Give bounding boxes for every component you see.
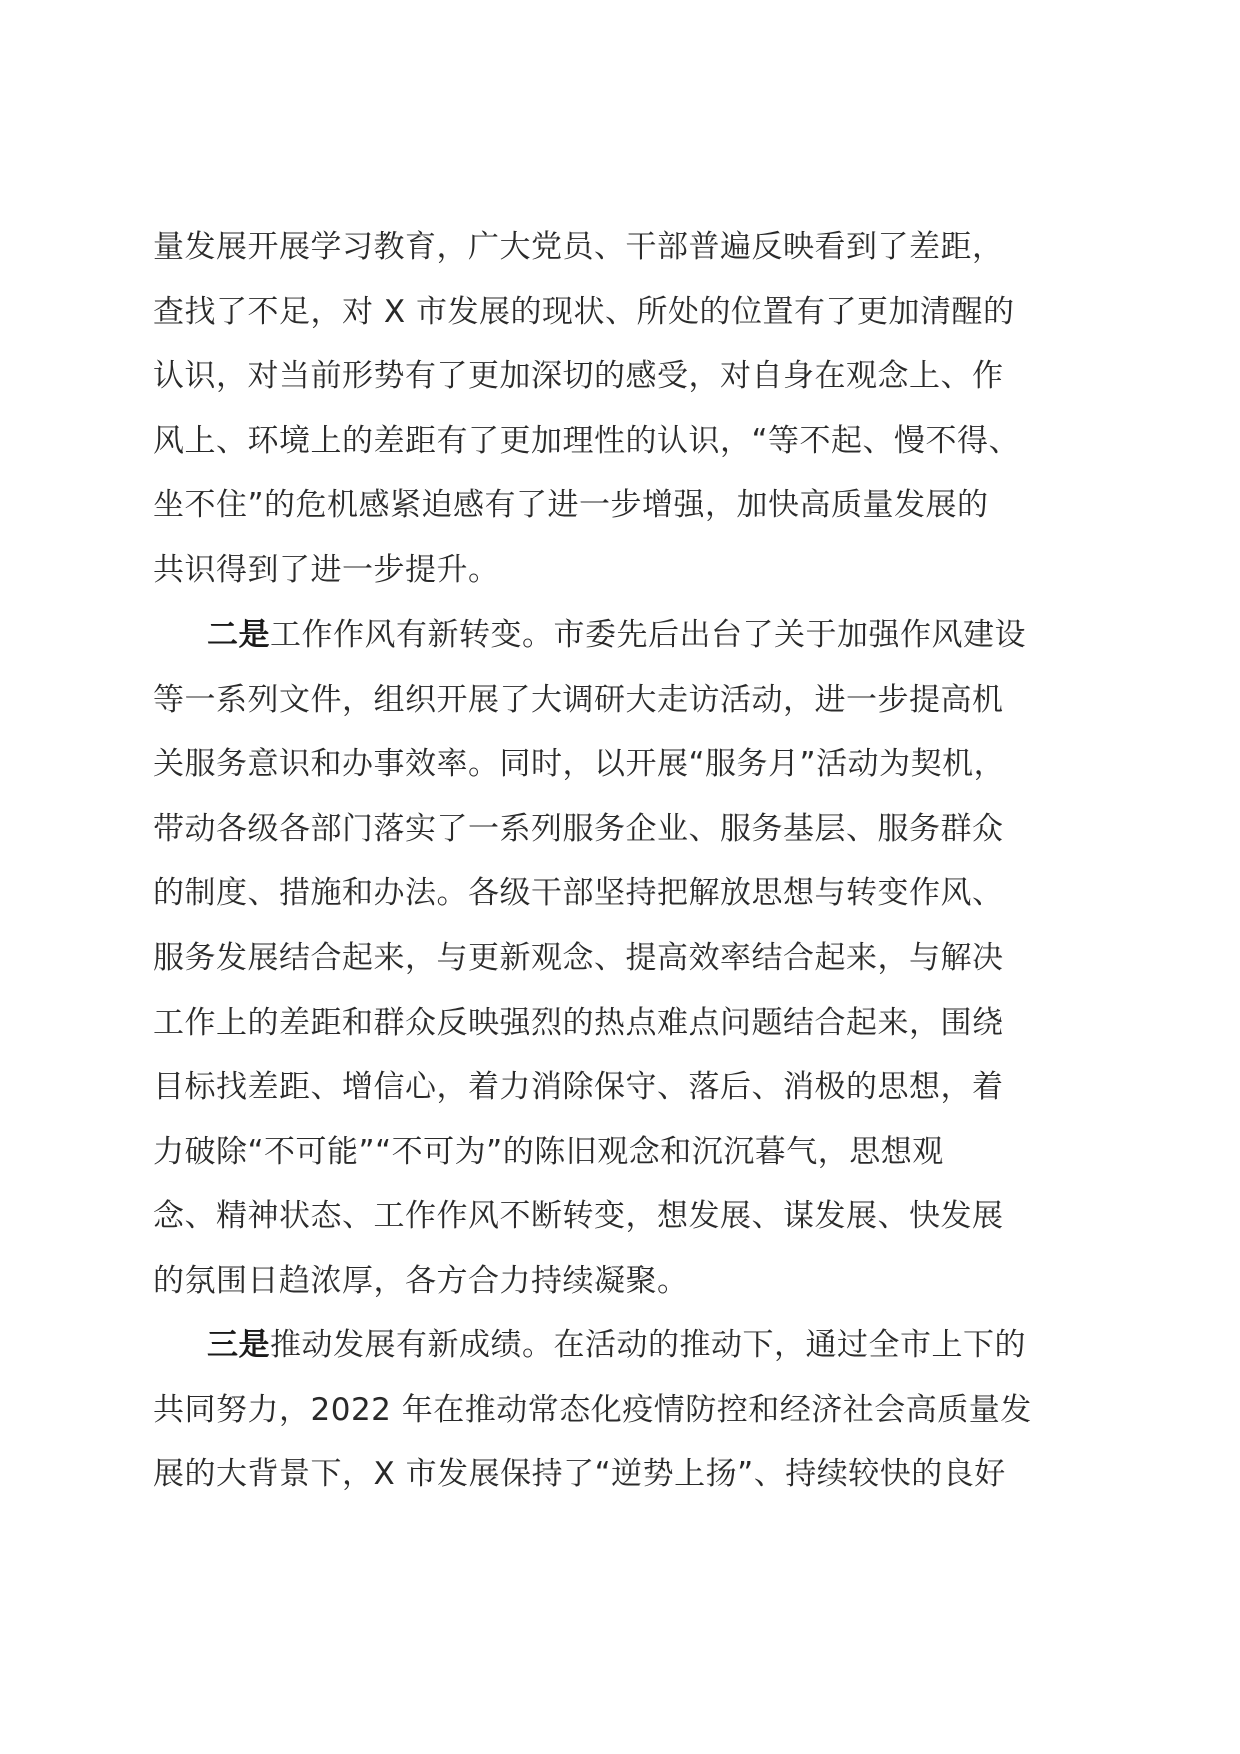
text-line: 查找了不足，对 X 市发展的现状、所处的位置有了更加清醒的	[153, 293, 1015, 330]
text-line: 共同努力，2022 年在推动常态化疫情防控和经济社会高质量发	[153, 1391, 1032, 1428]
text-line: 关服务意识和办事效率。同时，以开展“服务月”活动为契机，	[153, 746, 1006, 783]
text-line-first	[153, 1313, 1113, 1378]
text-line: 量发展开展学习教育，广大党员、干部普遍反映看到了差距，	[153, 229, 1004, 265]
text-line-rest: 工作作风有新转变。市委先后出台了关于加强作风建设	[270, 617, 1026, 653]
text-line: 坐不住”的危机感紧迫感有了进一步增强，加快高质量发展的	[153, 487, 989, 524]
text-line: 等一系列文件，组织开展了大调研大走访活动，进一步提高机	[153, 681, 1004, 718]
text-line: 带动各级各部门落实了一系列服务企业、服务基层、服务群众	[153, 810, 1004, 847]
text-line: 的氛围日趋浓厚，各方合力持续凝聚。	[153, 1262, 689, 1299]
text-line: 展的大背景下，X 市发展保持了“逆势上扬”、持续较快的良好	[153, 1456, 1006, 1493]
paragraph-2	[153, 603, 1113, 1314]
text-line: 共识得到了进一步提升。	[153, 551, 500, 588]
text-line: 认识，对当前形势有了更加深切的感受，对自身在观念上、作	[153, 358, 1004, 395]
text-line: 风上、环境上的差距有了更加理性的认识，“等不起、慢不得、	[153, 422, 1021, 459]
text-line: 服务发展结合起来，与更新观念、提高效率结合起来，与解决	[153, 939, 1004, 976]
paragraph-1	[153, 215, 1113, 603]
text-line: 的制度、措施和办法。各级干部坚持把解放思想与转变作风、	[153, 875, 1004, 912]
text-line-first	[153, 603, 1113, 668]
text-line: 念、精神状态、工作作风不断转变，想发展、谋发展、快发展	[153, 1198, 1004, 1235]
text-line: 力破除“不可能”“不可为”的陈旧观念和沉沉暮气，思想观	[153, 1133, 944, 1170]
text-line: 目标找差距、增信心，着力消除保守、落后、消极的思想，着	[153, 1069, 1004, 1106]
text-line: 工作上的差距和群众反映强烈的热点难点问题结合起来，围绕	[153, 1004, 1004, 1041]
paragraph-3	[153, 1313, 1113, 1507]
paragraph-lead: 二是	[207, 617, 270, 653]
text-line-rest: 推动发展有新成绩。在活动的推动下，通过全市上下的	[270, 1327, 1026, 1363]
paragraph-lead: 三是	[207, 1327, 270, 1363]
